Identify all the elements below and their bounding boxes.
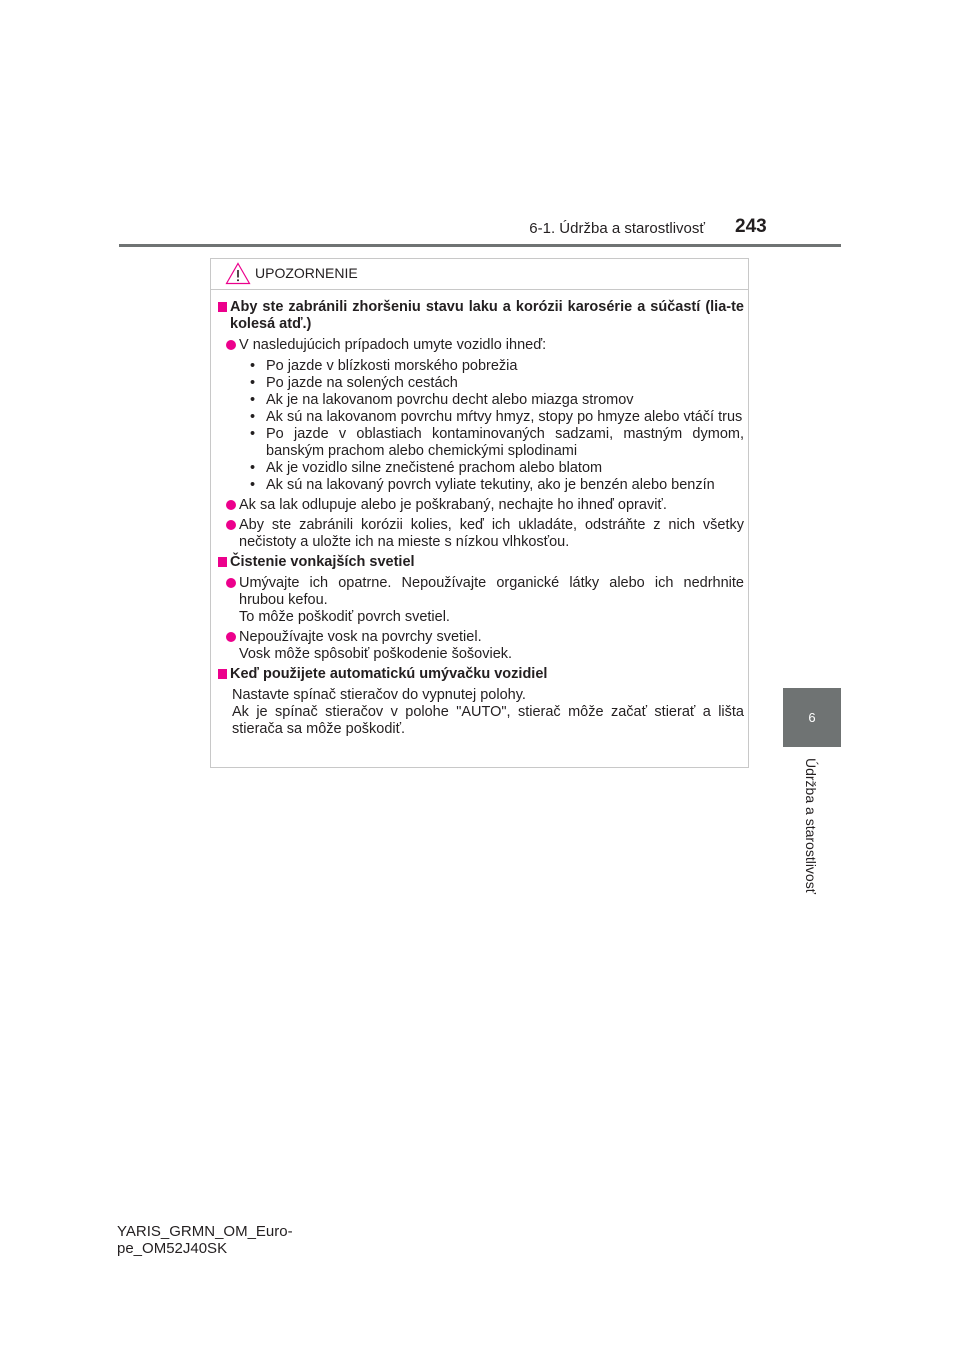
list-item: • Ak je vozidlo silne znečistené prachom alebo blatom [239,460,744,477]
section-heading-paint: Aby ste zabránili zhoršeniu stavu laku a korózii karosérie a súčastí (lia-te kolesá atď.) [218,299,744,333]
bullet-dot-icon [226,578,236,588]
section-square-icon [218,669,227,679]
page-number: 243 [735,216,767,237]
caution-header [211,259,748,290]
warning-triangle-icon [225,262,251,285]
bullet-dot-icon [226,520,236,530]
section-square-icon [218,557,227,567]
list-item: • Ak sú na lakovanom povrchu mŕtvy hmyz, stopy po hmyze alebo vtáčí trus [239,409,744,426]
bullet-dot-icon [226,632,236,642]
bullet-wash-lights: Umývajte ich opatrne. Nepoužívajte organické látky alebo ich nedrhnite hrubou kefou. To môže poškodiť povrch svetiel. [218,575,744,626]
list-item: • Po jazde v oblastiach kontaminovaných sadzami, mastným dymom, banským prachom alebo chemickými splodinami [239,426,744,460]
bullet-no-wax: Nepoužívajte vosk na povrchy svetiel. Vosk môže spôsobiť poškodenie šošoviek. [218,629,744,663]
list-item: • Po jazde v blízkosti morského pobrežia [239,358,744,375]
bullet-wheel-storage: Aby ste zabránili korózii kolies, keď ich ukladáte, odstráňte z nich všetky nečistoty a uložte ich na mieste s nízkou vlhkosťou. [218,517,744,551]
section-heading-lights: Čistenie vonkajších svetiel [218,554,744,571]
bullet-dot-icon [226,340,236,350]
chapter-tab[interactable] [783,688,841,747]
carwash-text: Nastavte spínač stieračov do vypnutej polohy. Ak je spínač stieračov v polohe "AUTO", stierač môže začať stierať a lišta stierača sa môže poškodiť. [232,687,744,737]
header-divider [119,244,841,247]
chapter-tab-label: Údržba a starostlivosť [803,758,819,894]
bullet-paint-repair: Ak sa lak odlupuje alebo je poškrabaný, nechajte ho ihneď opraviť. [218,497,744,514]
section-square-icon [218,302,227,312]
bullet-wash-immediately: V nasledujúcich prípadoch umyte vozidlo ihneď: • Po jazde v blízkosti morského pobrežia • Po jazde na solených cestách • Ak je na lakovanom povrchu decht alebo miazga stromov • Ak sú na lakovanom povrchu mŕtvy hmyz, stopy po hmyze alebo vtáčí trus • Po jazde v oblastiach kontaminovaných sadzami, mastným dymom, banským prachom alebo chemickými splodinami • Ak je vozidlo silne znečistené prachom alebo blatom • Ak sú na lakovaný povrch vyliate tekutiny, ako je benzén alebo benzín [218,337,744,494]
bullet-dot-icon [226,500,236,510]
wash-conditions-list [239,358,744,494]
running-header-section: 6-1. Údržba a starostlivosť [529,220,705,237]
caution-box [210,258,749,768]
document-code: YARIS_GRMN_OM_Euro- pe_OM52J40SK [117,1223,293,1257]
list-item: • Po jazde na solených cestách [239,375,744,392]
section-heading-carwash: Keď použijete automatickú umývačku vozidiel [218,666,744,683]
chapter-tab-number: 6 [808,710,816,725]
caution-title: UPOZORNENIE [255,265,358,281]
caution-body [218,299,744,738]
list-item: • Ak je na lakovanom povrchu decht alebo miazga stromov [239,392,744,409]
list-item: • Ak sú na lakovaný povrch vyliate tekutiny, ako je benzén alebo benzín [239,477,744,494]
